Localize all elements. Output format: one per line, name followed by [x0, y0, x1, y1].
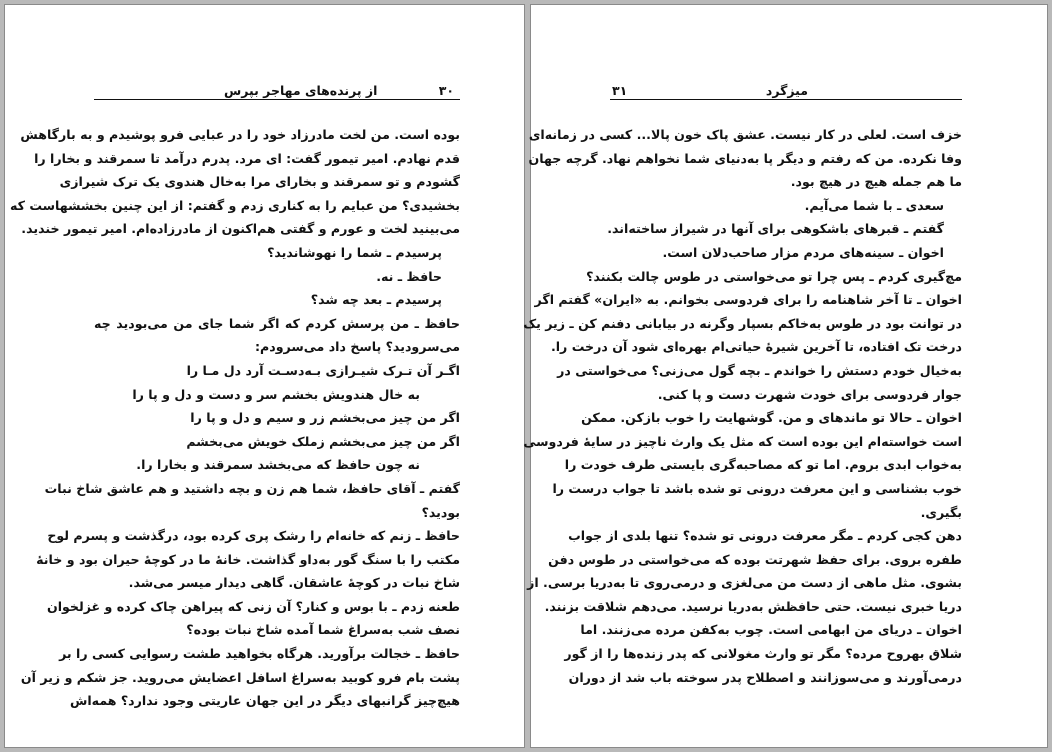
text-line: جوار فردوسی برای خودت شهرت دست و پا کنی.	[657, 386, 962, 402]
text-line: خوب بشناسی و این معرفت درونی تو شده باشد تا جواب درست را	[552, 480, 962, 496]
text-line: هیچ‌چیز گرانبهای دیگر در این جهان عاریتی وجود ندارد؟ همه‌اش	[69, 693, 460, 709]
text-line: خزف است. لعلی در کار نیست. عشق پاک خون پالا... کسی در زمانه‌ای	[528, 127, 962, 142]
text-line: بخشیدی؟ من عبایم را به کناری زدم و گفتم: از این چنین بخششهاست که	[9, 197, 460, 213]
text-line: طعنه زدم ـ با بوس و کنار؟ آن زنی که پیراهن چاک کرده و غزلخوان	[46, 598, 460, 614]
left-running-title: از پرنده‌های مهاجر بپرس	[224, 83, 378, 98]
text-line: نصف شب به‌سراغ شما آمده شاخ نبات بوده؟	[186, 622, 460, 638]
text-line: اگـر آن تـرک شیـرازی بـه‌دسـت آرد دل مـا را	[186, 362, 460, 378]
text-line: طفره بروی. برای حفظ شهرتت بوده که می‌خواستی در طوس دفن	[548, 551, 962, 567]
left-page-body	[9, 123, 460, 713]
text-line: مچ‌گیری کردم ـ پس چرا تو می‌خواستی در طوس چالت بکنند؟	[586, 268, 962, 284]
left-page	[4, 4, 525, 748]
right-page-number: ۳۱	[612, 83, 628, 98]
text-line: اگر من چیز می‌بخشم زملک خویش می‌بخشم	[186, 433, 460, 449]
text-line: اخوان ـ سینه‌های مردم مزار صاحب‌دلان است.	[662, 244, 944, 260]
text-line: اگر من چیز می‌بخشم زر و سیم و دل و پا را	[190, 410, 460, 426]
text-line: به‌خیال خودم دستش را خواندم ـ بچه گول می‌زنی؟ می‌خواستی در	[557, 362, 962, 378]
text-line: اخوان ـ حالا تو ماندهای و من. گوشهایت را خوب بازکن. ممکن	[581, 410, 962, 426]
text-line: پرسیدم ـ شما را نهوشاندید؟	[267, 244, 442, 260]
text-line: است خواسته‌ام این بوده است که مثل یک وارث ناچیز در سایهٔ فردوسی	[523, 433, 962, 449]
text-line: درمی‌آورند و می‌سوزانند و اصطلاح پدر سوخته باب شد از دوران	[568, 669, 962, 685]
text-line: بوده است. من لخت مادرزاد خود را در عبایی فرو پوشیدم و به بارگاهش	[20, 127, 460, 142]
text-line: گفتم ـ آقای حافظ، شما هم زن و بچه داشتید و هم عاشق شاخ نبات	[44, 480, 460, 496]
text-line: به‌خواب ابدی بروم. اما تو که مصاحبه‌گری بایستی طرف خودت را	[564, 457, 962, 473]
text-line: پشت بام فرو کوبید به‌سراغ اسافل اعضایش می‌روید. جز شکم و زیر آن	[20, 669, 460, 685]
text-line: بودید؟	[421, 504, 460, 520]
text-line: درخت تک افتاده، تا آخرین شیرهٔ حیاتی‌ام بهره‌ای شود آن درخت را.	[550, 339, 962, 355]
left-page-header	[94, 78, 460, 100]
right-page	[523, 4, 1048, 748]
text-line: حافظ ـ خجالت برآورید. هرگاه بخواهید طشت رسوایی کسی را بر	[59, 646, 460, 662]
text-line: بگیری.	[920, 504, 962, 520]
text-line: حافظ ـ من پرسش کردم که اگر شما جای من می‌بودید چه	[94, 315, 460, 331]
text-line: دهن کجی کردم ـ مگر معرفت درونی تو شده؟ تنها بلدی از جواب	[568, 528, 962, 544]
text-line: پرسیدم ـ بعد چه شد؟	[310, 292, 442, 308]
text-line: قدم نهادم. امیر تیمور گفت: ای مرد. پدرم درآمد تا سمرقند و بخارا را	[34, 150, 460, 166]
text-line: در توانت بود در طوس به‌خاکم بسپار وگرنه در بیابانی دفنم کن ـ زیر یک	[523, 315, 962, 331]
text-line: می‌سرودید؟ پاسخ داد می‌سرودم:	[255, 339, 460, 355]
text-line: اخوان ـ دریای من ابهامی است. چوب به‌کفن مرده می‌زنند. اما	[580, 622, 962, 638]
left-page-number: ۳۰	[438, 83, 454, 98]
text-line: مکتب را با سنگ گور به‌داو گذاشت. خانهٔ ما در کوچهٔ حیران بود و خانهٔ	[36, 551, 460, 567]
text-line: سعدی ـ با شما می‌آیم.	[804, 197, 944, 213]
text-line: وفا نکرده. من که رفتم و دیگر پا به‌دنیای شما نخواهم نهاد. گرچه جهان	[528, 150, 962, 166]
text-line: اخوان ـ تا آخر شاهنامه را برای فردوسی بخوانم. به «ایران» گفتم اگر	[534, 292, 962, 308]
text-line: گفتم ـ قبرهای باشکوهی برای آنها در شیراز ساخته‌اند.	[607, 221, 944, 237]
text-line: شلاق بهروح مرده؟ مگر تو وارث مغولانی که پدر زنده‌ها را از گور	[564, 646, 962, 662]
text-line: بشوی. مثل ماهی از دست من می‌لغزی و درمی‌روی تا به‌دریا برسی. از	[527, 575, 962, 591]
text-line: می‌بینید لخت و عورم و گفتی هم‌اکنون از مادرزاده‌ام. امیر تیمور خندید.	[21, 221, 460, 237]
text-line: نه چون حافظ که می‌بخشد سمرقند و بخارا را.	[136, 457, 420, 473]
text-line: حافظ ـ نه.	[376, 268, 442, 284]
text-line: دریا خبری نیست. حتی حافظش به‌دریا نرسید. می‌دهم شلاقت بزنند.	[544, 598, 962, 614]
right-page-body	[523, 123, 962, 689]
text-line: شاخ نبات در کوچهٔ عاشقان. گاهی دیدار میسر می‌شد.	[128, 575, 460, 591]
right-page-header	[610, 78, 962, 100]
text-line: به خال هندویش بخشم سر و دست و دل و پا را	[132, 386, 420, 402]
right-running-title: میزگرد	[765, 83, 808, 98]
text-line: گشودم و تو سمرقند و بخارای مرا به‌خال هندوی یک ترک شیرازی	[59, 174, 460, 190]
text-line: ما هم جمله هیچ در هیچ بود.	[790, 174, 962, 190]
text-line: حافظ ـ زنم که خانه‌ام را رشک پری کرده بود، درگذشت و پسرم لوح	[47, 528, 460, 544]
